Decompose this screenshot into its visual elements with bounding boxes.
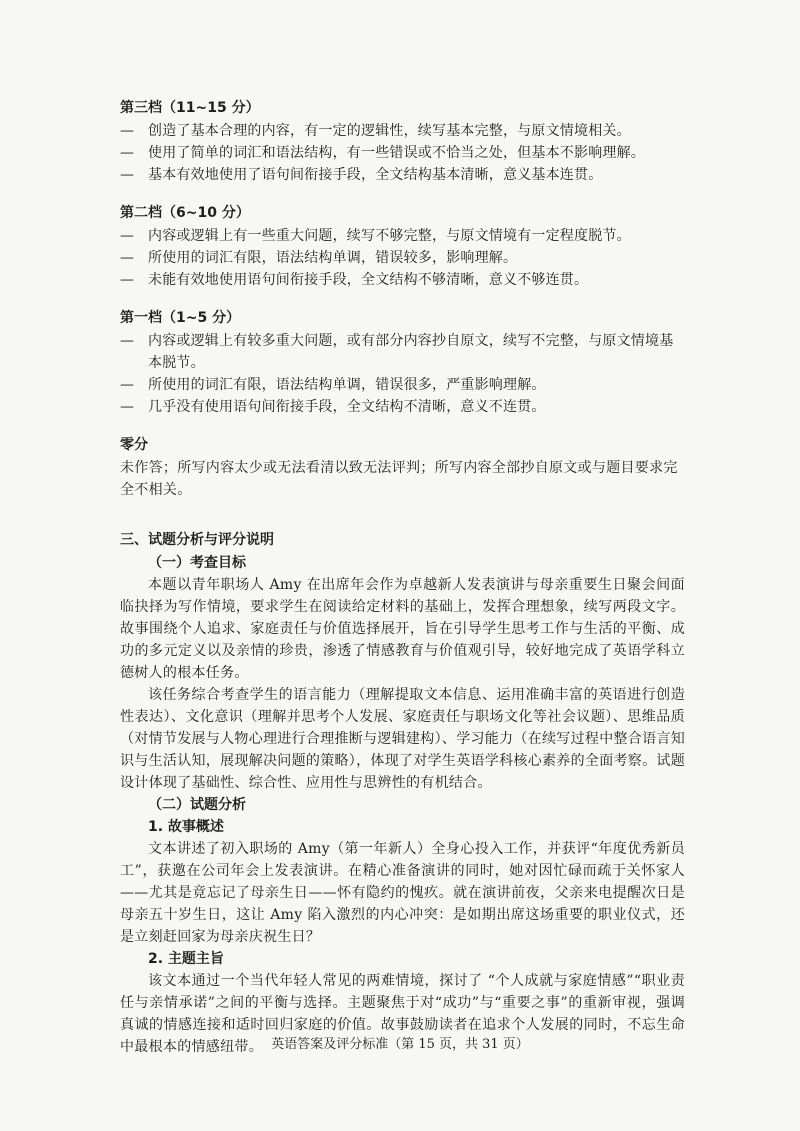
grade-title: 第二档（6~10 分） <box>120 205 250 221</box>
grade-block-3 <box>120 97 685 186</box>
page-footer: 英语答案及评分标准（第 15 页，共 31 页） <box>271 1037 529 1052</box>
criteria-item: — 基本有效地使用了语句间衔接手段，全文结构基本清晰，意义基本连贯。 <box>120 164 685 186</box>
criteria-item: — 内容或逻辑上有一些重大问题，续写不够完整，与原文情境有一定程度脱节。 <box>120 225 685 247</box>
section-title: 三、试题分析与评分说明 <box>120 532 274 548</box>
criteria-item: — 几乎没有使用语句间衔接手段，全文结构不清晰，意义不连贯。 <box>120 396 685 418</box>
criteria-item: — 所使用的词汇有限，语法结构单调，错误较多，影响理解。 <box>120 247 685 269</box>
dash-bullet-icon: — <box>120 399 135 415</box>
dash-bullet-icon: — <box>120 377 135 393</box>
grade-title: 第三档（11~15 分） <box>120 100 260 116</box>
criteria-item: — 内容或逻辑上有较多重大问题，或有部分内容抄自原文，续写不完整，与原文情境基本脱节。 <box>120 330 685 374</box>
criteria-item: — 创造了基本合理的内容，有一定的逻辑性，续写基本完整，与原文情境相关。 <box>120 120 685 142</box>
theme-title: 2. 主题主旨 <box>148 951 224 967</box>
criteria-item: — 未能有效地使用语句间衔接手段，全文结构不够清晰，意义不够连贯。 <box>120 269 685 291</box>
dash-bullet-icon: — <box>120 123 135 139</box>
criteria-item: — 所使用的词汇有限，语法结构单调，错误很多，严重影响理解。 <box>120 374 685 396</box>
story-overview-title: 1. 故事概述 <box>148 819 224 835</box>
grade-block-2 <box>120 202 685 291</box>
criteria-item: — 使用了简单的词汇和语法结构，有一些错误或不恰当之处，但基本不影响理解。 <box>120 142 685 164</box>
grade-block-1 <box>120 307 685 418</box>
zero-text: 未作答；所写内容太少或无法看清以致无法评判；所写内容全部抄自原文或与题目要求完全不相关。 <box>120 460 678 498</box>
paragraph: 本题以青年职场人 Amy 在出席年会作为卓越新人发表演讲与母亲重要生日聚会间面临抉择为写作情境，要求学生在阅读给定材料的基础上，发挥合理想象，续写两段文字。故事围绕个人追求、家庭责任与价值选择展开，旨在引导学生思考工作与生活的平衡、成功的多元定义以及亲情的珍贵，渗透了情感教育与价值观引导，较好地完成了英语学科立德树人的根本任务。 <box>120 577 685 681</box>
criteria-list <box>120 330 685 418</box>
zero-block <box>120 434 685 501</box>
criteria-list <box>120 120 685 186</box>
dash-bullet-icon: — <box>120 167 135 183</box>
subsection-title-objectives: （一）考查目标 <box>148 555 246 571</box>
dash-bullet-icon: — <box>120 250 135 266</box>
paragraph: 该任务综合考查学生的语言能力（理解提取文本信息、运用准确丰富的英语进行创造性表达）、文化意识（理解并思考个人发展、家庭责任与职场文化等社会议题）、思维品质（对情节发展与人物心理进行合理推断与逻辑建构）、学习能力（在续写过程中整合语言知识与生活认知，展现解决问题的策略），体现了对学生英语学科核心素养的全面考察。试题设计体现了基础性、综合性、应用性与思辨性的有机结合。 <box>120 687 685 791</box>
grade-title: 第一档（1~5 分） <box>120 310 241 326</box>
subsection-title-analysis: （二）试题分析 <box>148 797 246 813</box>
paragraph: 该文本通过一个当代年轻人常见的两难情境，探讨了 “个人成就与家庭情感”“职业责任与亲情承诺”之间的平衡与选择。主题聚焦于对“成功”与“重要之事”的重新审视，强调真诚的情感连接和适时回归家庭的价值。故事鼓励读者在追求个人发展的同时，不忘生命中最根本的情感纽带。 <box>120 973 685 1055</box>
dash-bullet-icon: — <box>120 333 135 349</box>
dash-bullet-icon: — <box>120 272 135 288</box>
criteria-list <box>120 225 685 291</box>
page-content <box>120 97 685 1058</box>
dash-bullet-icon: — <box>120 228 135 244</box>
zero-title: 零分 <box>120 437 148 453</box>
analysis-section <box>120 529 685 1058</box>
dash-bullet-icon: — <box>120 145 135 161</box>
paragraph: 文本讲述了初入职场的 Amy（第一年新人）全身心投入工作，并获评“年度优秀新员工”，获邀在公司年会上发表演讲。在精心准备演讲的同时，她对因忙碌而疏于关怀家人——尤其是竟忘记了母亲生日——怀有隐约的愧疚。就在演讲前夜，父亲来电提醒次日是母亲五十岁生日，这让 Amy 陷入激烈的内心冲突：是如期出席这场重要的职业仪式，还是立刻赶回家为母亲庆祝生日？ <box>120 841 685 945</box>
